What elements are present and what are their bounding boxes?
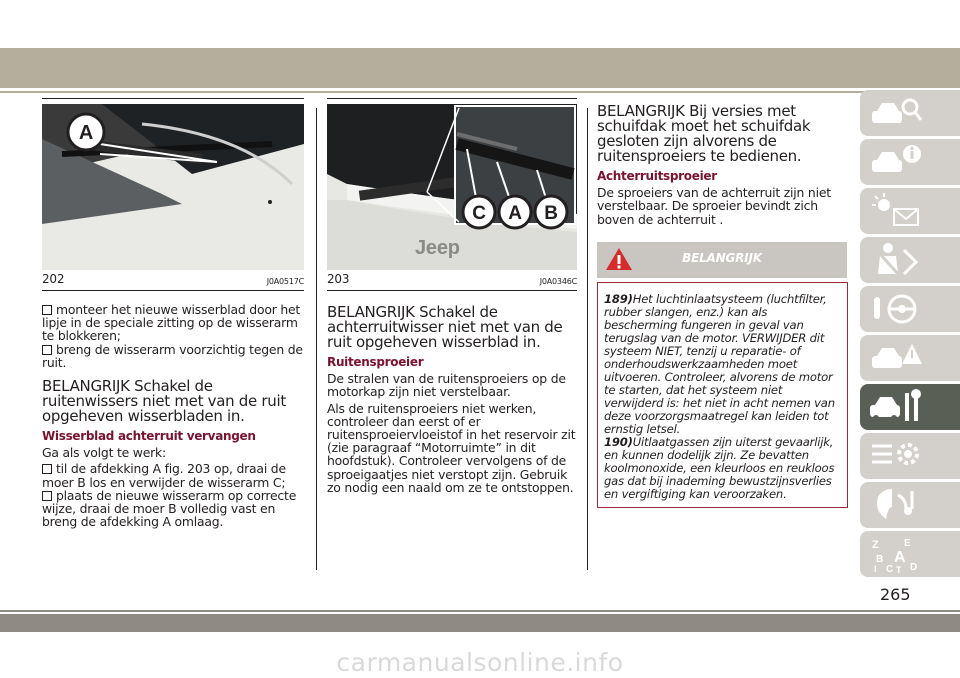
checkbox-bullet-icon: [42, 345, 52, 355]
warning-item: 189)Het luchtinlaatsysteem (luchtfilter, rubber slangen, enz.) kan als bescherming fungeren in geval van terugslag van de motor. VERWIJDER dit systeem NIET, tenzij u reparatie- of onderhoudswerkzaamheden moet uitvoeren. Controleer, alvorens de motor te starten, dat het systeem niet verwijderd is: het niet in acht nemen van deze voorzorgsmaatregel kan leiden tot ernstig letsel.: [604, 291, 835, 436]
figure-number: 202: [42, 272, 65, 286]
car-wrench-icon: [868, 387, 924, 427]
figure-202-photo: [42, 104, 304, 270]
page-number: 265: [880, 585, 911, 604]
warning-lights-icon: [868, 191, 924, 231]
tab-safety[interactable]: [860, 237, 960, 283]
watermark: carmanualsonline.info: [336, 648, 624, 677]
figure-code: J0A0346C: [539, 277, 577, 286]
warning-label: BELANGRIJK: [682, 250, 762, 265]
figure-203-photo: [327, 104, 577, 270]
figure-202-caption: [42, 270, 304, 291]
body-text: Als de ruitensproeiers niet werken, controleer dan eerst of er ruitensproeiervloeistof in het reservoir zit (zie paragraaf “Motorruimte” in dit hoofdstuk). Controleer vervolgens of de sproeigaatjes niet verstopt zijn. Gebruik zo nodig een naald om ze te ontstoppen.: [327, 400, 576, 495]
technical-data-gear-icon: [868, 436, 924, 476]
list-item: monteer het nieuwe wisserblad door het lipje in de speciale zitting op de wisserarm te blokkeren;: [42, 302, 301, 344]
footer-band: [0, 614, 960, 632]
car-info-icon: [868, 142, 924, 182]
figure-number: 203: [327, 272, 350, 286]
svg-text:D: D: [910, 562, 918, 573]
column-2: [327, 98, 577, 497]
svg-text:B: B: [876, 554, 884, 565]
body-text: Ga als volgt te werk:: [42, 445, 167, 461]
alphabetical-index-icon: [868, 534, 924, 574]
tab-index[interactable]: [860, 531, 960, 577]
warning-box: [597, 282, 848, 508]
tab-technical-data[interactable]: [860, 433, 960, 479]
tab-maintenance[interactable]: [860, 384, 960, 430]
brand-badge: Jeep: [415, 237, 460, 259]
car-search-icon: [868, 93, 924, 133]
steering-wheel-icon: [868, 289, 924, 329]
tab-dashboard[interactable]: [860, 90, 960, 136]
svg-text:C: C: [886, 564, 894, 574]
checkbox-bullet-icon: [42, 491, 52, 501]
tab-multimedia[interactable]: [860, 482, 960, 528]
warning-item: 190)Uitlaatgassen zijn uiterst gevaarlijk, en kunnen dodelijk zijn. Ze bevatten koolmonoxide, een kleurloos en reukloos gas dat bij inademing bewustzijnsverlies en vergiftiging kan veroorzaken.: [604, 434, 835, 501]
warning-header: [597, 242, 847, 278]
footer-rule: [0, 610, 960, 612]
figure-203-caption: [327, 270, 577, 291]
column-3: [597, 104, 847, 508]
multimedia-icon: [868, 485, 924, 525]
section-subheading: Ruitensproeier: [327, 355, 424, 369]
header-rule: [0, 91, 960, 93]
tab-starting-driving[interactable]: [860, 286, 960, 332]
svg-text:I: I: [874, 564, 877, 574]
list-item: til de afdekking A fig. 203 op, draai de moer B los en verwijder de wisserarm C;: [42, 461, 286, 490]
svg-text:A: A: [894, 549, 906, 566]
body-text: De sproeiers van de achterruit zijn niet verstelbaar. De sproeier bevindt zich boven de achterruit .: [597, 185, 831, 227]
section-subheading: Achterruitsproeier: [597, 169, 717, 183]
tab-lights-messages[interactable]: [860, 188, 960, 234]
list-item: plaats de nieuwe wisserarm op correcte wijze, draai de moer B volledig vast en breng de afdekking A omlaag.: [42, 487, 297, 530]
svg-text:T: T: [896, 565, 902, 574]
column-1: [42, 98, 304, 528]
callout-a-label: A: [78, 122, 94, 144]
car-warning-icon: [868, 338, 924, 378]
callout-a-label: A: [508, 203, 522, 224]
checkbox-bullet-icon: [42, 305, 52, 315]
svg-text:Z: Z: [872, 539, 879, 551]
safety-seatbelt-icon: [868, 240, 924, 280]
callout-c-label: C: [472, 203, 486, 224]
section-heading: BELANGRIJK Schakel de achterruitwisser niet met van de ruit opgeheven wisserblad in.: [327, 303, 563, 351]
tab-emergency[interactable]: [860, 335, 960, 381]
section-heading: BELANGRIJK Bij versies met schuifdak moet het schuifdak gesloten zijn alvorens de ruitensproeiers te bedienen.: [597, 102, 811, 165]
column-divider: [316, 108, 317, 570]
header-band: [0, 48, 960, 88]
column-divider: [587, 108, 588, 570]
tab-information[interactable]: [860, 139, 960, 185]
list-item: breng de wisserarm voorzichtig tegen de ruit.: [42, 341, 303, 370]
body-text: De stralen van de ruitensproeiers op de motorkap zijn niet verstelbaar.: [327, 371, 566, 400]
figure-code: J0A0517C: [266, 277, 304, 286]
section-heading: BELANGRIJK Schakel de ruitenwissers niet met van de ruit opgeheven wisserbladen in.: [42, 377, 286, 426]
section-subheading: Wisserblad achterruit vervangen: [42, 429, 256, 444]
checkbox-bullet-icon: [42, 464, 52, 474]
svg-text:E: E: [904, 538, 911, 549]
callout-b-label: B: [544, 203, 558, 224]
